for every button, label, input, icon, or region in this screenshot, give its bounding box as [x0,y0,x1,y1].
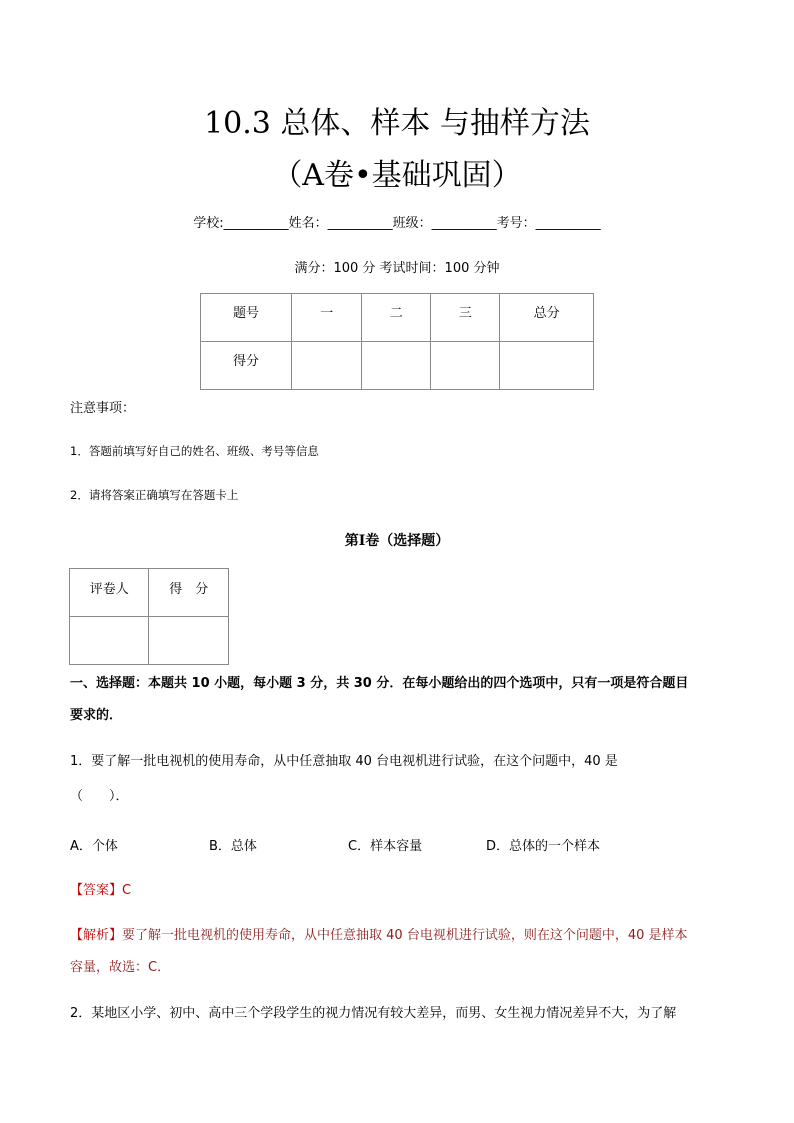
score-cell [292,342,362,390]
score-header-cell: 题号 [201,294,292,342]
section-title: 第Ⅰ卷（选择题） [344,533,450,549]
answer-line [70,879,131,898]
section-instruction: 要求的． [70,708,123,723]
option-b: B．总体 [209,839,257,854]
score-header-cell: 总分 [500,294,594,342]
option-d: D．总体的一个样本 [486,839,601,854]
notes-title: 注意事项： [70,401,136,416]
score-table [200,293,594,390]
option-c: C．样本容量 [348,839,423,854]
grader-cell [70,617,149,665]
note-item: 2．请将答案正确填写在答题卡上 [70,488,239,502]
answer-value: C [122,883,132,898]
score-row-label: 得分 [201,342,292,390]
analysis-label: 【解析】 [70,928,123,943]
score-cell [362,342,431,390]
student-info-line: 学校:__________姓名：__________班级：__________考号：__________ [193,216,601,231]
grader-cell [149,617,229,665]
score-cell [500,342,594,390]
answer-label: 【答案】 [70,883,123,898]
grader-table [69,568,229,665]
grader-header-cell: 评卷人 [70,569,149,617]
analysis-line [70,924,688,943]
grader-header-cell: 得 分 [149,569,229,617]
option-a: A．个体 [70,839,118,854]
score-header-cell: 一 [292,294,362,342]
question-stem: 1．要了解一批电视机的使用寿命，从中任意抽取 40 台电视机进行试验，在这个问题中，40 是 [70,754,618,769]
analysis-text-cont: 容量，故选：C． [70,960,171,975]
score-header-cell: 三 [431,294,500,342]
section-instruction: 一、选择题：本题共 10 小题，每小题 3 分，共 30 分．在每小题给出的四个选项中，只有一项是符合题目 [70,676,689,691]
page-title: 10.3 总体、样本 与抽样方法 [204,106,590,141]
exam-score-time: 满分：100 分 考试时间：100 分钟 [294,261,500,276]
question-stem: 2．某地区小学、初中、高中三个学段学生的视力情况有较大差异，而男、女生视力情况差异不大，为了解 [70,1006,677,1021]
page-subtitle: （A卷•基础巩固） [272,158,522,193]
analysis-text: 要了解一批电视机的使用寿命，从中任意抽取 40 台电视机进行试验，则在这个问题中，40 是样本 [122,928,688,943]
score-header-cell: 二 [362,294,431,342]
question-blank: （ ）． [70,789,129,804]
note-item: 1．答题前填写好自己的姓名、班级、考号等信息 [70,444,319,458]
score-cell [431,342,500,390]
